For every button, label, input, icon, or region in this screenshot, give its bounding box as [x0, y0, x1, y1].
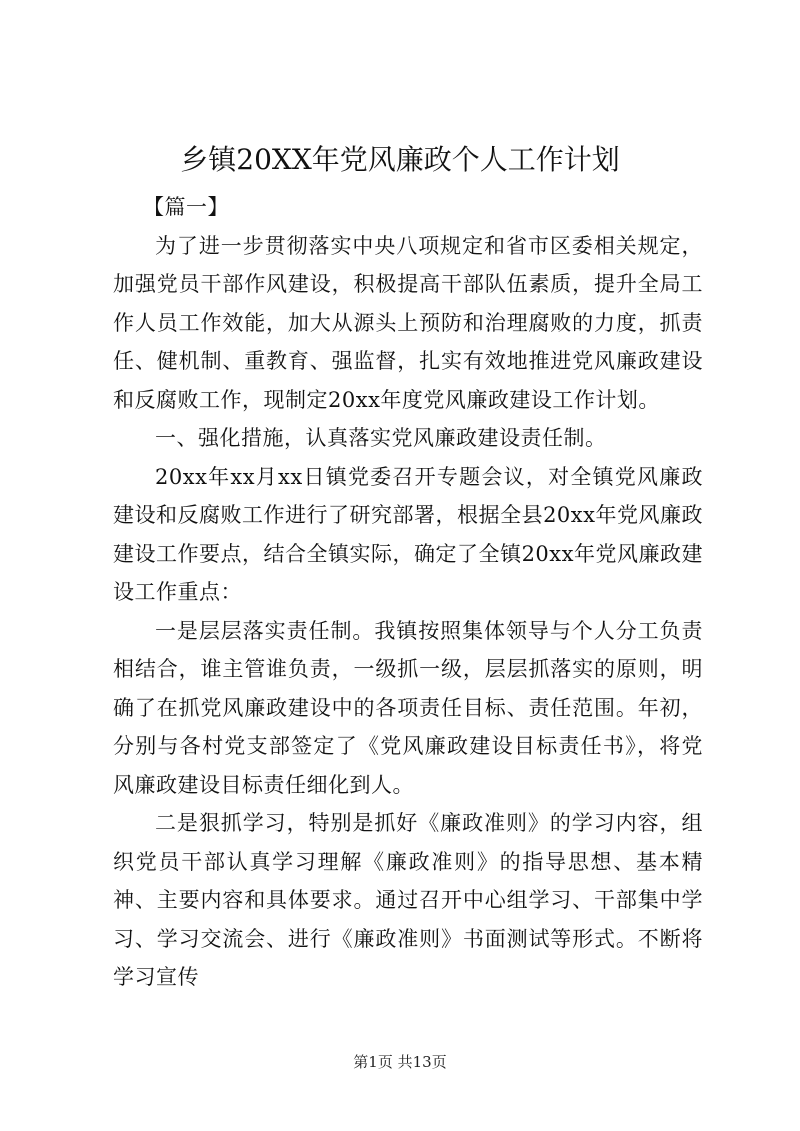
document-body	[113, 188, 703, 997]
paragraph-intro: 为了进一步贯彻落实中央八项规定和省市区委相关规定，加强党员干部作风建设，积极提高干部队伍素质，提升全局工作人员工作效能，加大从源头上预防和治理腐败的力度，抓责任、健机制、重教育、强监督，扎实有效地推进党风廉政建设和反腐败工作，现制定20xx年度党风廉政建设工作计划。	[113, 233, 703, 412]
paragraph-study: 二是狠抓学习，特别是抓好《廉政准则》的学习内容，组织党员干部认真学习理解《廉政准则》的指导思想、基本精神、主要内容和具体要求。通过召开中心组学习、干部集中学习、学习交流会、进行《廉政准则》书面测试等形式。不断将学习宣传	[113, 811, 703, 989]
paragraph-meeting: 20xx年xx月xx日镇党委召开专题会议，对全镇党风廉政建设和反腐败工作进行了研究部署，根据全县20xx年党风廉政建设工作要点，结合全镇实际，确定了全镇20xx年党风廉政建设工作重点：	[113, 464, 703, 604]
document-title: 乡镇20XX年党风廉政个人工作计划	[180, 143, 620, 176]
paragraph-responsibility: 一是层层落实责任制。我镇按照集体领导与个人分工负责相结合，谁主管谁负责，一级抓一级，层层抓落实的原则，明确了在抓党风廉政建设中的各项责任目标、责任范围。年初，分别与各村党支部签定了《党风廉政建设目标责任书》，将党风廉政建设目标责任细化到人。	[113, 618, 703, 797]
page-footer: 第1页 共13页	[353, 1053, 447, 1071]
section-label: 【篇一】	[143, 195, 229, 219]
paragraph-heading-one: 一、强化措施，认真落实党风廉政建设责任制。	[155, 426, 607, 450]
